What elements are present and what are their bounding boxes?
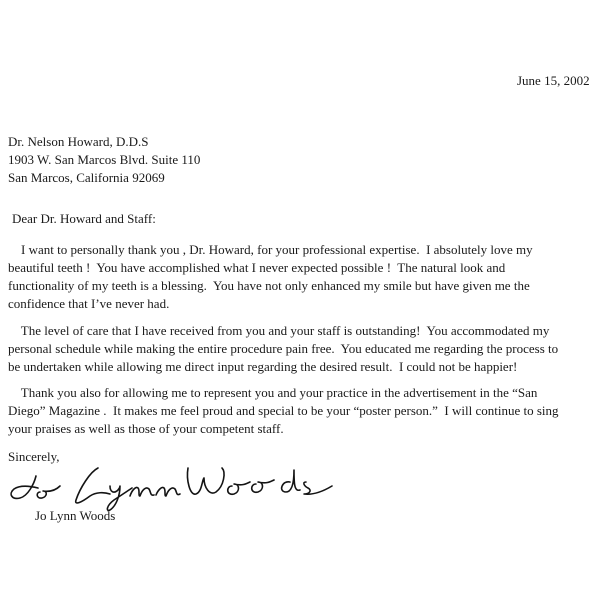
signer-name: Jo Lynn Woods xyxy=(35,508,116,523)
paragraph-line: be undertaken while allowing me direct input regarding the desired result. I could not be happier! xyxy=(8,359,518,374)
salutation: Dear Dr. Howard and Staff: xyxy=(12,211,156,226)
handwritten-signature xyxy=(6,462,336,512)
recipient-name: Dr. Nelson Howard, D.D.S xyxy=(8,134,149,149)
paragraph-line: beautiful teeth ! You have accomplished what I never expected possible ! The natural look and xyxy=(8,260,506,275)
paragraph-line: functionality of my teeth is a blessing. You have not only enhanced my smile but have given me the xyxy=(8,278,530,293)
paragraph-line: The level of care that I have received from you and your staff is outstanding! You accommodated my xyxy=(8,323,550,338)
body-paragraph-1 xyxy=(8,241,598,313)
paragraph-line: Thank you also for allowing me to represent you and your practice in the advertisement in the “San xyxy=(8,385,538,400)
paragraph-line: your praises as well as those of your competent staff. xyxy=(8,421,284,436)
paragraph-line: I want to personally thank you , Dr. Howard, for your professional expertise. I absolutely love my xyxy=(8,242,533,257)
paragraph-line: personal schedule while making the entire procedure pain free. You educated me regarding the process to xyxy=(8,341,559,356)
paragraph-line: Diego” Magazine . It makes me feel proud and special to be your “poster person.” I will continue to sing xyxy=(8,403,559,418)
body-paragraph-3 xyxy=(8,384,598,438)
recipient-address-line-1: 1903 W. San Marcos Blvd. Suite 110 xyxy=(8,152,201,167)
letter-date: June 15, 2002 xyxy=(517,73,590,88)
body-paragraph-2 xyxy=(8,322,598,376)
closing: Sincerely, xyxy=(8,449,60,464)
recipient-address-block xyxy=(8,133,200,187)
paragraph-line: confidence that I’ve never had. xyxy=(8,296,170,311)
recipient-address-line-2: San Marcos, California 92069 xyxy=(8,170,165,185)
